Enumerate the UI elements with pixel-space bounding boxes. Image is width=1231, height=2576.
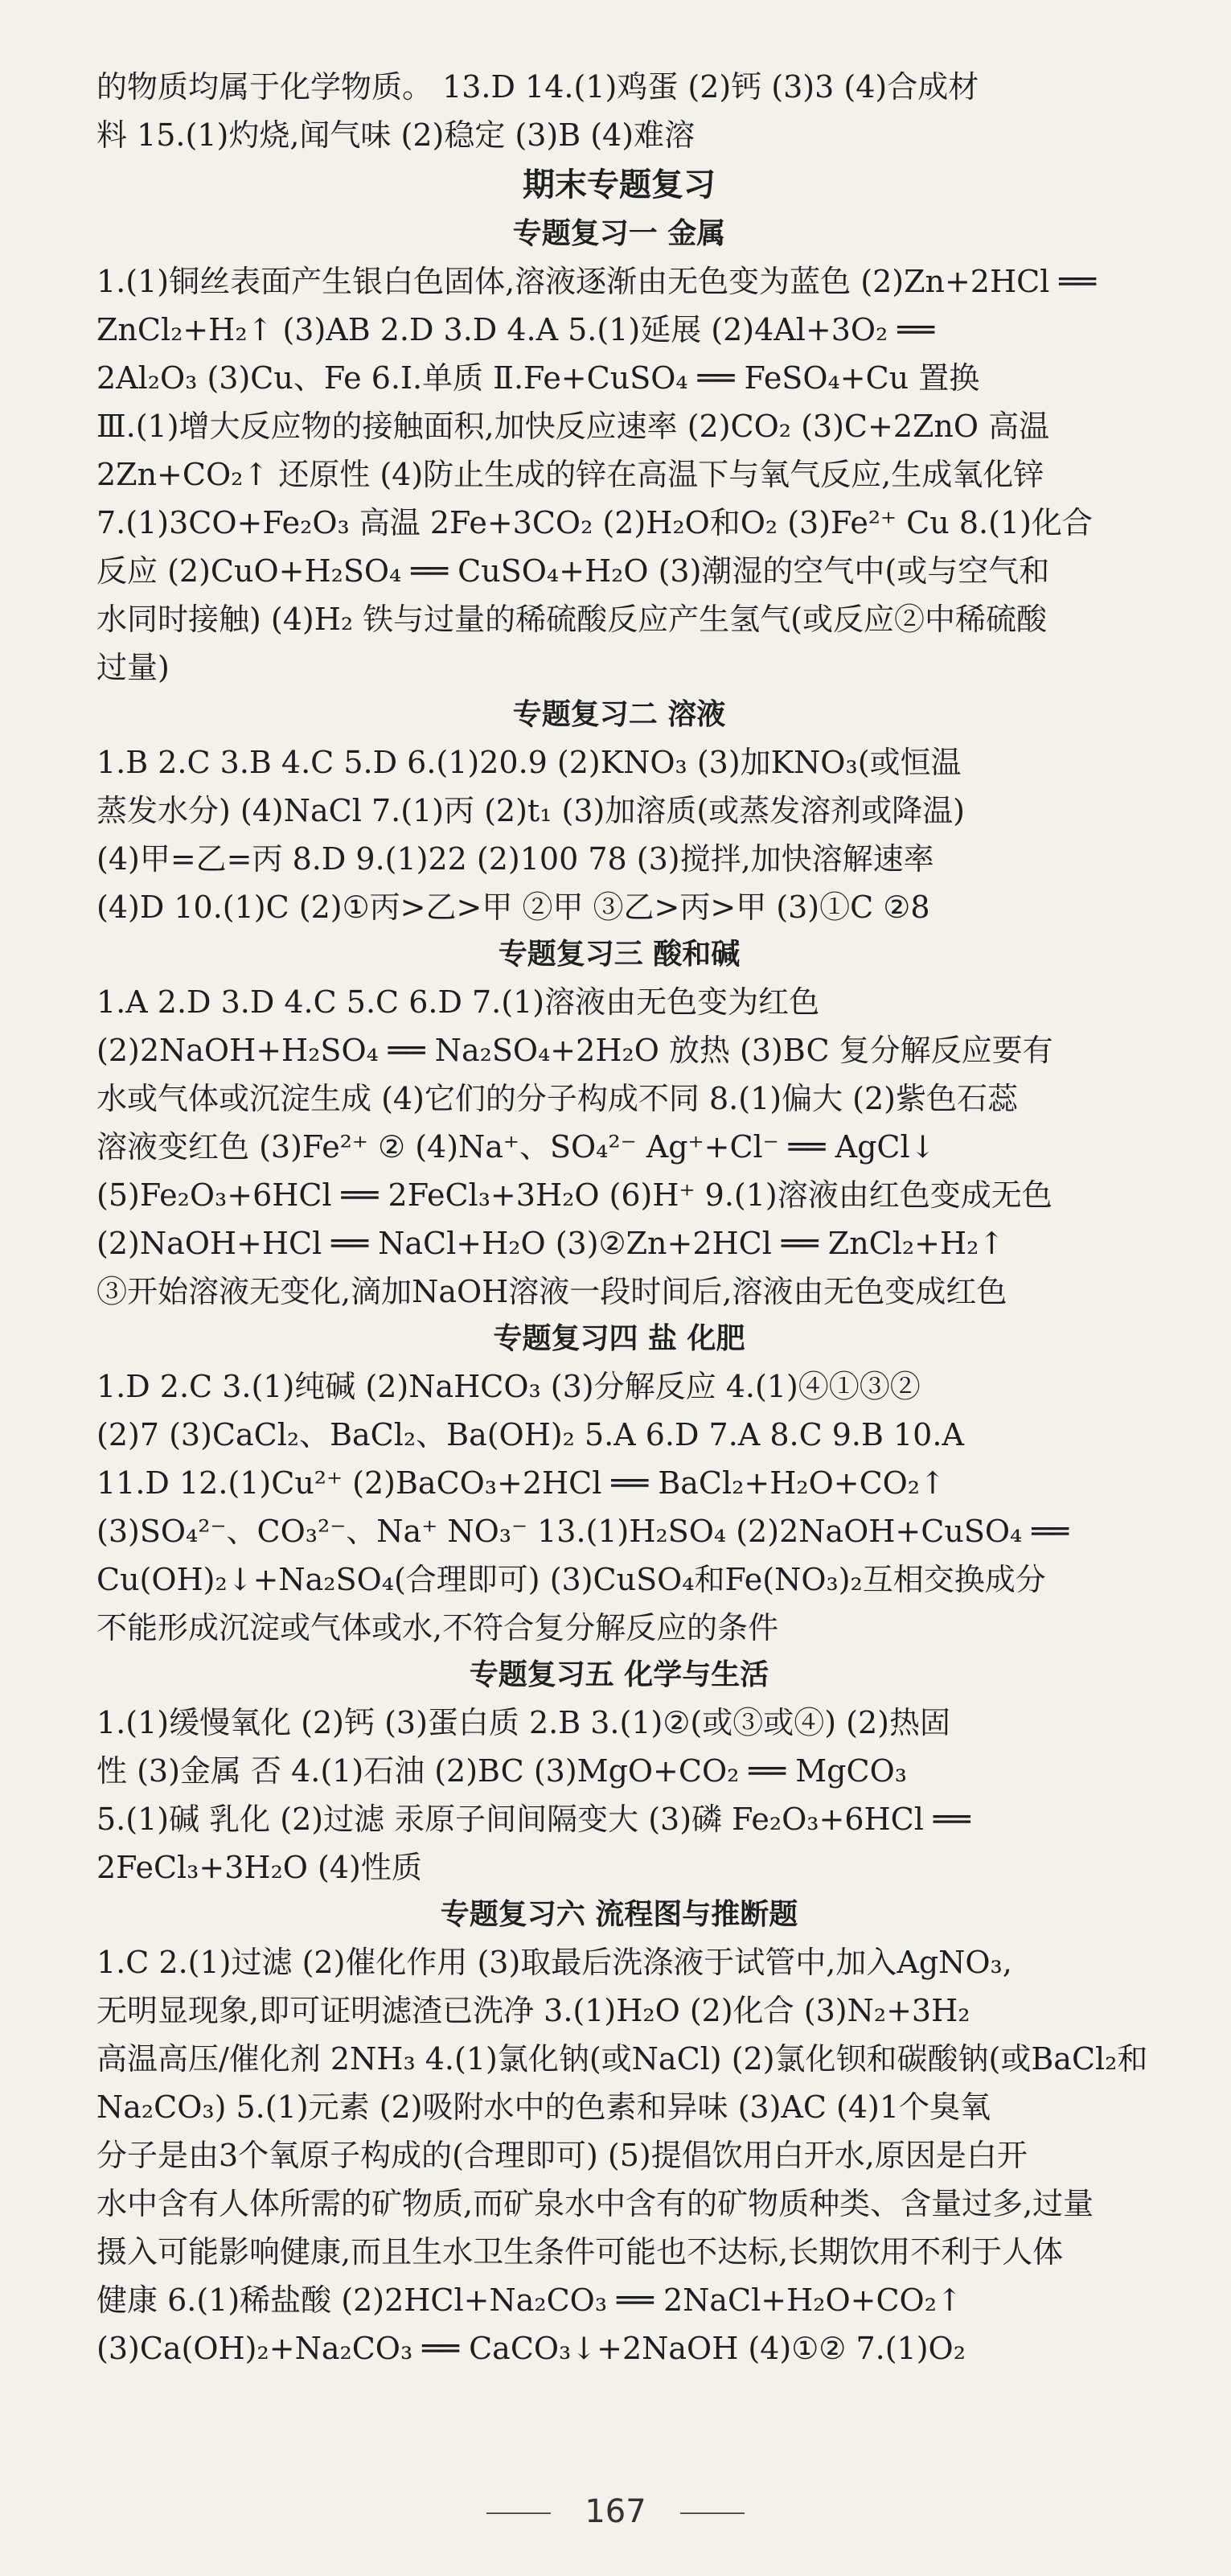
answer-line: 水同时接触) (4)H₂ 铁与过量的稀硫酸反应产生氢气(或反应②中稀硫酸 — [96, 602, 1048, 637]
answer-line: 1.(1)缓慢氧化 (2)钙 (3)蛋白质 2.B 3.(1)②(或③或④) (2)热固 — [96, 1705, 950, 1740]
answer-line: ZnCl₂+H₂↑ (3)AB 2.D 3.D 4.A 5.(1)延展 (2)4Al+3O₂ ══ — [96, 312, 935, 347]
section-title: 专题复习四 盐 化肥 — [493, 1322, 745, 1355]
intro-line: 料 15.(1)灼烧,闻气味 (2)稳定 (3)B (4)难溶 — [96, 117, 696, 153]
answer-line: 11.D 12.(1)Cu²⁺ (2)BaCO₃+2HCl ══ BaCl₂+H₂O+CO₂↑ — [96, 1465, 946, 1501]
answer-line: 分子是由3个氧原子构成的(合理即可) (5)提倡饮用白开水,原因是白开 — [96, 2138, 1028, 2173]
answer-line: Na₂CO₃) 5.(1)元素 (2)吸附水中的色素和异味 (3)AC (4)1个臭氧 — [96, 2089, 991, 2125]
answer-line: 水或气体或沉淀生成 (4)它们的分子构成不同 8.(1)偏大 (2)紫色石蕊 — [96, 1081, 1018, 1116]
answer-line: 不能形成沉淀或气体或水,不符合复分解反应的条件 — [96, 1610, 779, 1645]
answer-line: 健康 6.(1)稀盐酸 (2)2HCl+Na₂CO₃ ══ 2NaCl+H₂O+CO₂↑ — [96, 2282, 962, 2318]
answer-line: ③开始溶液无变化,滴加NaOH溶液一段时间后,溶液由无色变成红色 — [96, 1274, 1007, 1309]
answer-line: (4)甲=乙=丙 8.D 9.(1)22 (2)100 78 (3)搅拌,加快溶解速率 — [96, 841, 934, 877]
answer-line: 2Zn+CO₂↑ 还原性 (4)防止生成的锌在高温下与氧气反应,生成氧化锌 — [96, 457, 1044, 492]
intro-line: 的物质均属于化学物质。 13.D 14.(1)鸡蛋 (2)钙 (3)3 (4)合成材 — [96, 69, 979, 105]
answer-line: (2)NaOH+HCl ══ NaCl+H₂O (3)②Zn+2HCl ══ ZnCl₂+H₂↑ — [96, 1226, 1005, 1261]
answer-line: (2)2NaOH+H₂SO₄ ══ Na₂SO₄+2H₂O 放热 (3)BC 复分解反应要有 — [96, 1033, 1053, 1068]
answer-line: 溶液变红色 (3)Fe²⁺ ② (4)Na⁺、SO₄²⁻ Ag⁺+Cl⁻ ══ AgCl↓ — [96, 1129, 936, 1165]
section-title: 专题复习三 酸和碱 — [498, 938, 741, 971]
answer-line: 摄入可能影响健康,而且生水卫生条件可能也不达标,长期饮用不利于人体 — [96, 2234, 1064, 2270]
answer-line: 蒸发水分) (4)NaCl 7.(1)丙 (2)t₁ (3)加溶质(或蒸发溶剂或降温) — [96, 793, 965, 828]
answer-page — [96, 63, 1231, 2373]
answer-line: (4)D 10.(1)C (2)①丙>乙>甲 ②甲 ③乙>丙>甲 (3)①C ②8 — [96, 889, 930, 925]
answer-line: 水中含有人体所需的矿物质,而矿泉水中含有的矿物质种类、含量过多,过量 — [96, 2186, 1094, 2221]
answer-line: 2FeCl₃+3H₂O (4)性质 — [96, 1850, 422, 1885]
answer-line: Cu(OH)₂↓+Na₂SO₄(合理即可) (3)CuSO₄和Fe(NO₃)₂互相交换成分 — [96, 1562, 1046, 1597]
answer-line: 1.D 2.C 3.(1)纯碱 (2)NaHCO₃ (3)分解反应 4.(1)④①③② — [96, 1369, 921, 1404]
answer-line: 1.(1)铜丝表面产生银白色固体,溶液逐渐由无色变为蓝色 (2)Zn+2HCl ══ — [96, 264, 1097, 299]
answer-line: 5.(1)碱 乳化 (2)过滤 汞原子间间隔变大 (3)磷 Fe₂O₃+6HCl ══ — [96, 1802, 970, 1837]
answer-line: 1.A 2.D 3.D 4.C 5.C 6.D 7.(1)溶液由无色变为红色 — [96, 984, 820, 1020]
page-number: 167 — [585, 2493, 646, 2530]
answer-line: 过量) — [96, 650, 170, 685]
section-title: 专题复习五 化学与生活 — [469, 1658, 769, 1691]
footer-dash-left — [486, 2512, 551, 2514]
answer-line: 7.(1)3CO+Fe₂O₃ 高温 2Fe+3CO₂ (2)H₂O和O₂ (3)Fe²⁺ Cu 8.(1)化合 — [96, 505, 1093, 540]
main-title: 期末专题复习 — [523, 166, 716, 203]
answer-line: (3)SO₄²⁻、CO₃²⁻、Na⁺ NO₃⁻ 13.(1)H₂SO₄ (2)2NaOH+CuSO₄ ══ — [96, 1514, 1069, 1549]
section-title: 专题复习二 溶液 — [512, 698, 726, 731]
answer-line: 无明显现象,即可证明滤渣已洗净 3.(1)H₂O (2)化合 (3)N₂+3H₂ — [96, 1993, 970, 2028]
answer-line: 1.B 2.C 3.B 4.C 5.D 6.(1)20.9 (2)KNO₃ (3)加KNO₃(或恒温 — [96, 745, 962, 780]
section-title: 专题复习六 流程图与推断题 — [440, 1898, 798, 1931]
answer-line: 性 (3)金属 否 4.(1)石油 (2)BC (3)MgO+CO₂ ══ MgCO₃ — [96, 1753, 907, 1789]
answer-line: 反应 (2)CuO+H₂SO₄ ══ CuSO₄+H₂O (3)潮湿的空气中(或与空气和 — [96, 553, 1050, 589]
footer-dash-right — [680, 2512, 745, 2514]
answer-line: Ⅲ.(1)增大反应物的接触面积,加快反应速率 (2)CO₂ (3)C+2ZnO 高温 — [96, 409, 1050, 444]
answer-line: 2Al₂O₃ (3)Cu、Fe 6.Ⅰ.单质 Ⅱ.Fe+CuSO₄ ══ FeSO₄+Cu 置换 — [96, 360, 980, 396]
page-footer — [0, 2493, 1231, 2530]
answer-line: (3)Ca(OH)₂+Na₂CO₃ ══ CaCO₃↓+2NaOH (4)①② 7.(1)O₂ — [96, 2331, 966, 2366]
answer-line: 高温高压/催化剂 2NH₃ 4.(1)氯化钠(或NaCl) (2)氯化钡和碳酸钠(或BaCl₂和 — [96, 2041, 1148, 2077]
answer-line: 1.C 2.(1)过滤 (2)催化作用 (3)取最后洗涤液于试管中,加入AgNO₃, — [96, 1945, 1012, 1980]
answer-line: (5)Fe₂O₃+6HCl ══ 2FeCl₃+3H₂O (6)H⁺ 9.(1)溶液由红色变成无色 — [96, 1177, 1053, 1213]
section-title: 专题复习一 金属 — [512, 217, 726, 250]
answer-line: (2)7 (3)CaCl₂、BaCl₂、Ba(OH)₂ 5.A 6.D 7.A 8.C 9.B 10.A — [96, 1417, 964, 1452]
